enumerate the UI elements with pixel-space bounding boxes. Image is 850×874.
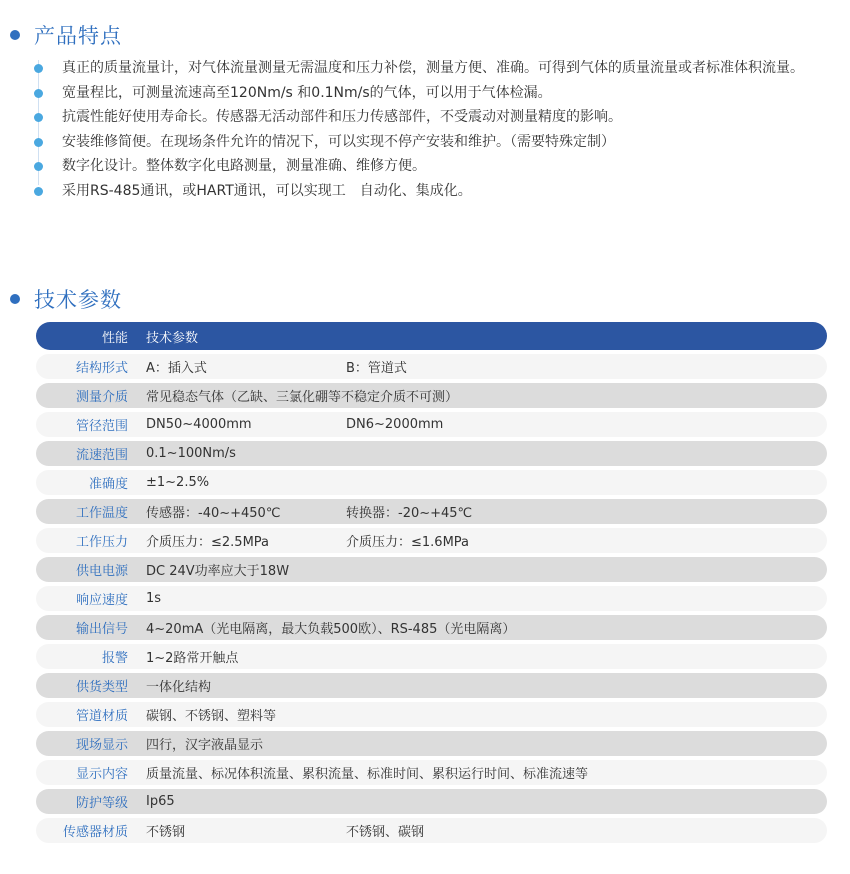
table-row [36,499,827,524]
row-value-1: ±1~2.5% [146,475,210,490]
row-label: 供电电源 [75,564,128,579]
row-value-1: 介质压力：≤2.5MPa [146,535,270,550]
feature-item [38,179,838,204]
row-value-1: 1~2路常开触点 [146,651,239,666]
feature-text: 采用RS-485通讯，或HART通讯，可以实现工 自动化、集成化。 [62,182,472,199]
feature-text: 安装维修简便。在现场条件允许的情况下，可以实现不停产安装和维护。（需要特殊定制） [62,133,615,150]
bullet-dot-icon [10,294,20,304]
table-row [36,789,827,814]
row-label: 输出信号 [75,622,128,637]
feature-text: 宽量程比，可测量流速高至120Nm/s 和0.1Nm/s的气体，可以用于气体检漏。 [62,84,552,101]
row-label: 工作压力 [75,535,128,550]
row-value-2: 不锈钢、碳钢 [346,825,425,840]
row-value-2: B：管道式 [346,361,407,376]
features-title-text: 产品特点 [34,24,122,48]
bullet-dot-icon [34,187,43,196]
table-row [36,412,827,437]
table-row [36,354,827,379]
features-section-title [10,20,122,50]
table-row [36,615,827,640]
row-value-1: 1s [146,591,162,606]
table-row [36,470,827,495]
row-value-1: DN50~4000mm [146,417,252,432]
table-row [36,644,827,669]
row-value-1: 4~20mA（光电隔离，最大负载500欧）、RS-485（光电隔离） [146,622,516,637]
row-label: 流速范围 [75,448,128,463]
feature-text: 数字化设计。整体数字化电路测量，测量准确、维修方便。 [62,158,426,174]
bullet-dot-icon [34,113,43,122]
table-row [36,702,827,727]
table-row [36,760,827,785]
row-label: 结构形式 [75,361,128,376]
row-value-1: 质量流量、标况体积流量、累积流量、标准时间、累积运行时间、标准流速等 [146,767,589,782]
params-section-title [10,284,122,314]
header-value: 技术参数 [146,330,199,346]
params-table [36,322,827,847]
row-value-2: 转换器：-20~+45℃ [346,506,473,521]
table-row [36,673,827,698]
row-value-2: 介质压力：≤1.6MPa [346,535,470,550]
row-value-1: DC 24V功率应大于18W [146,564,290,579]
row-label: 准确度 [88,477,128,492]
row-value-1: A：插入式 [146,361,207,376]
row-label: 报警 [101,651,128,666]
row-value-1: 碳钢、不锈钢、塑料等 [146,709,277,724]
table-header-row [36,322,827,350]
bullet-dot-icon [10,30,20,40]
row-label: 管道材质 [75,709,128,724]
row-label: 测量介质 [75,390,128,405]
table-row [36,586,827,611]
row-label: 响应速度 [75,593,128,608]
feature-text: 抗震性能好使用寿命长。传感器无活动部件和压力传感部件，不受震动对测量精度的影响。 [62,109,622,125]
row-value-1: 不锈钢 [146,825,186,840]
row-value-1: Ip65 [146,794,175,809]
row-value-2: DN6~2000mm [346,417,444,432]
feature-item [38,154,838,179]
header-label: 性能 [101,330,128,346]
row-value-1: 0.1~100Nm/s [146,446,236,461]
table-row [36,528,827,553]
row-label: 显示内容 [75,767,128,782]
bullet-dot-icon [34,64,43,73]
row-value-1: 四行，汉字液晶显示 [146,738,264,753]
row-label: 传感器材质 [62,825,128,840]
feature-item [38,56,838,81]
row-label: 供货类型 [75,680,128,695]
params-title-text: 技术参数 [34,288,122,312]
row-label: 工作温度 [75,506,128,521]
row-label: 防护等级 [75,796,128,811]
features-list [38,56,838,203]
table-row [36,818,827,843]
table-row [36,441,827,466]
row-value-1: 常见稳态气体（乙缺、三氯化硼等不稳定介质不可测） [146,390,459,405]
row-label: 管径范围 [75,419,128,434]
feature-item [38,130,838,155]
feature-item [38,81,838,106]
feature-item [38,105,838,130]
bullet-dot-icon [34,89,43,98]
row-label: 现场显示 [75,738,128,753]
row-value-1: 一体化结构 [146,680,212,695]
row-value-1: 传感器：-40~+450℃ [146,506,281,521]
feature-text: 真正的质量流量计，对气体流量测量无需温度和压力补偿，测量方便、准确。可得到气体的质量流量或者标准体积流量。 [62,60,804,76]
bullet-dot-icon [34,138,43,147]
table-row [36,731,827,756]
bullet-dot-icon [34,162,43,171]
table-row [36,557,827,582]
table-row [36,383,827,408]
